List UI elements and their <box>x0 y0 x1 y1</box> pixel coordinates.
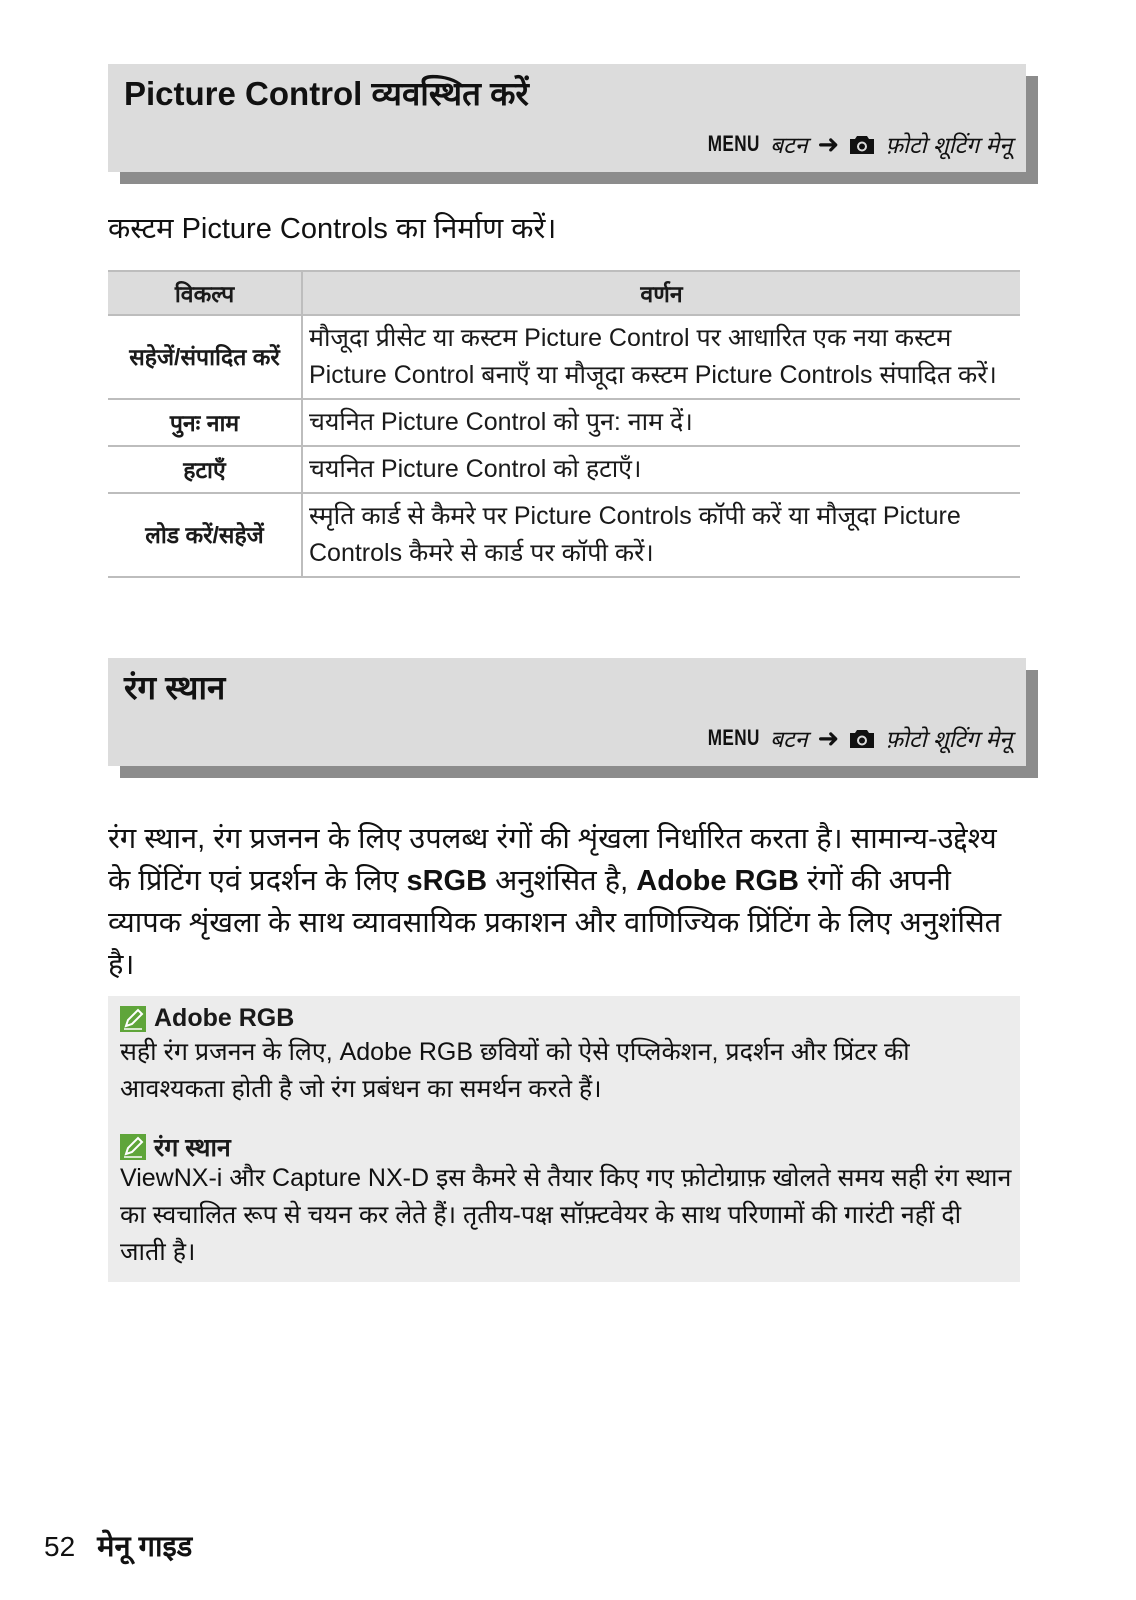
table-row <box>108 493 1020 577</box>
menu-name: फ़ोटो शूटिंग मेनू <box>885 726 1012 752</box>
note-heading-text: रंग स्थान <box>154 1134 231 1162</box>
arrow-icon: ➜ <box>817 128 840 159</box>
color-space-description <box>108 818 1020 986</box>
section-header-picture-control <box>108 64 1026 172</box>
header-option: विकल्प <box>108 271 302 315</box>
button-word: बटन <box>770 132 808 158</box>
arrow-icon: ➜ <box>817 722 840 753</box>
description-cell: चयनित Picture Control को हटाएँ। <box>302 446 1020 493</box>
note-heading-color-space <box>120 1130 231 1164</box>
note-text-adobe-rgb: सही रंग प्रजनन के लिए, Adobe RGB छवियों को ऐसे एप्लिकेशन, प्रदर्शन और प्रिंटर की आवश्यकता होती है जो रंग प्रबंधन का समर्थन करते हैं। <box>120 1038 910 1103</box>
description-cell: स्मृति कार्ड से कैमरे पर Picture Controls कॉपी करें या मौजूदा Picture Controls कैमरे से कार्ड पर कॉपी करें। <box>302 493 1020 577</box>
button-word: बटन <box>770 726 808 752</box>
menu-button-label: MENU <box>707 725 761 750</box>
pencil-note-icon <box>120 1006 146 1032</box>
intro-text: कस्टम Picture Controls का निर्माण करें। <box>108 213 557 245</box>
option-cell: लोड करें/सहेजें <box>108 493 302 577</box>
section-header-color-space <box>108 658 1026 766</box>
page-number: 52 <box>44 1531 76 1562</box>
section-title: रंग स्थान <box>124 669 226 706</box>
option-cell: सहेजें/संपादित करें <box>108 315 302 399</box>
page-footer <box>44 1526 192 1565</box>
table-header-row <box>108 271 1020 315</box>
section-title: Picture Control व्यवस्थित करें <box>124 75 529 112</box>
camera-icon <box>849 727 875 749</box>
menu-path <box>693 722 1012 754</box>
description-cell: चयनित Picture Control को पुन: नाम दें। <box>302 399 1020 446</box>
pencil-note-icon <box>120 1134 146 1160</box>
note-heading-adobe-rgb <box>120 1004 294 1033</box>
option-cell: पुनः नाम <box>108 399 302 446</box>
notes-panel <box>108 996 1020 1282</box>
menu-path <box>693 128 1012 160</box>
body-text-part: रंगों की अपनी व्यापक शृंखला के साथ व्यावसायिक प्रकाशन और वाणिज्यिक प्रिंटिंग के लिए अनुशंसित है। <box>108 865 1002 981</box>
option-cell: हटाएँ <box>108 446 302 493</box>
table-row <box>108 399 1020 446</box>
header-box <box>108 658 1026 766</box>
header-description: वर्णन <box>302 271 1020 315</box>
note-heading-text: Adobe RGB <box>154 1004 295 1032</box>
header-box <box>108 64 1026 172</box>
table-row <box>108 315 1020 399</box>
note-text-color-space: ViewNX-i और Capture NX-D इस कैमरे से तैयार किए गए फ़ोटोग्राफ़ खोलते समय सही रंग स्थान का स्वचालित रूप से चयन कर लेते हैं। तृतीय-पक्ष सॉफ़्टवेयर के साथ परिणामों की गारंटी नहीं दी जाती है। <box>120 1164 1012 1266</box>
srgb-term: sRGB <box>406 865 488 897</box>
camera-icon <box>849 133 875 155</box>
body-text-part: अनुशंसित है, <box>487 865 637 897</box>
body-text-part: रंग स्थान, रंग प्रजनन के लिए उपलब्ध रंगों की शृंखला निर्धारित करता है। सामान्य-उद्देश्य के प्रिंटिंग एवं प्रदर्शन के लिए <box>108 823 997 897</box>
menu-name: फ़ोटो शूटिंग मेनू <box>885 132 1012 158</box>
table-row <box>108 446 1020 493</box>
menu-button-label: MENU <box>707 131 761 156</box>
guide-label: मेनू गाइड <box>97 1531 193 1563</box>
options-table <box>108 270 1020 578</box>
description-cell: मौजूदा प्रीसेट या कस्टम Picture Control पर आधारित एक नया कस्टम Picture Control बनाएँ या मौजूदा कस्टम Picture Controls संपादित करें। <box>302 315 1020 399</box>
adobe-rgb-term: Adobe RGB <box>636 865 799 897</box>
